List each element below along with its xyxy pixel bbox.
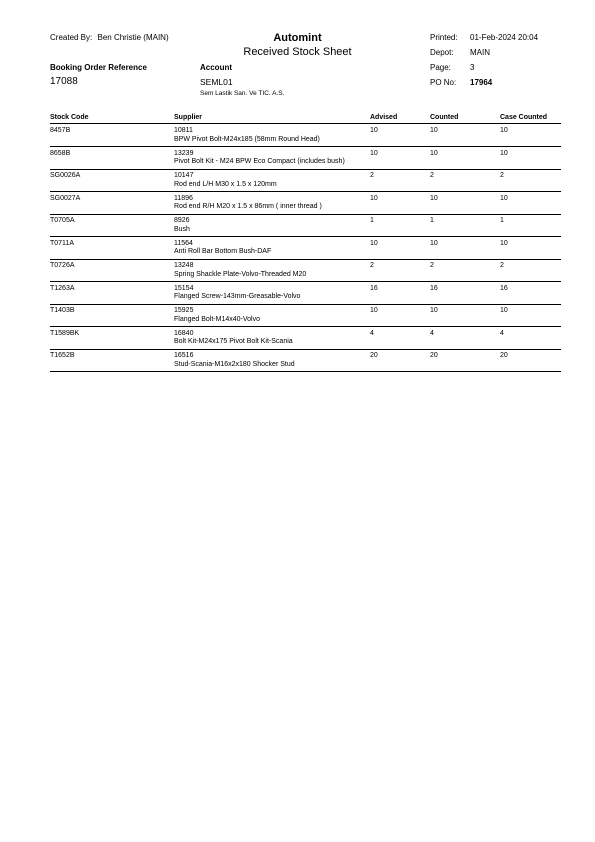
item-description-cell: Stud-Scania-M16x2x180 Shocker Stud <box>174 360 295 368</box>
supplier-code-cell: 13248 <box>174 262 194 269</box>
col-header-advised: Advised <box>370 114 398 121</box>
counted-cell: 10 <box>430 307 438 314</box>
stock-code-cell: T1652B <box>50 352 75 359</box>
supplier-code-cell: 16516 <box>174 352 194 359</box>
counted-cell: 1 <box>430 217 434 224</box>
printed-label: Printed: <box>430 33 458 42</box>
booking-ref-label: Booking Order Reference <box>50 63 147 72</box>
case-counted-cell: 10 <box>500 194 508 202</box>
depot-label: Depot: <box>430 48 454 57</box>
item-description-cell: Spring Shackle Plate-Volvo-Threaded M20 <box>174 270 307 278</box>
supplier-code-cell: 11564 <box>174 239 193 247</box>
row-rule <box>50 236 561 237</box>
stock-code-cell: T0705A <box>50 217 75 224</box>
account-code: SEML01 <box>200 77 233 87</box>
printed-value: 01-Feb-2024 20:04 <box>470 33 539 42</box>
case-counted-cell: 16 <box>500 284 508 292</box>
po-label: PO No: <box>430 78 457 87</box>
advised-cell: 2 <box>370 262 374 269</box>
stock-code-cell: T1589BK <box>50 329 80 337</box>
counted-cell: 2 <box>430 262 434 269</box>
row-rule <box>50 304 561 305</box>
case-counted-cell: 10 <box>500 239 508 247</box>
advised-cell: 20 <box>370 352 378 359</box>
row-rule <box>50 146 561 147</box>
case-counted-cell: 1 <box>500 217 504 224</box>
row-rule <box>50 191 561 192</box>
stock-code-cell: T1263A <box>50 284 75 292</box>
col-header-counted: Counted <box>430 114 459 121</box>
item-description-cell: Flanged Screw-143mm-Greasable-Volvo <box>174 293 301 300</box>
item-description-cell: Flanged Bolt-M14x40-Volvo <box>174 315 260 323</box>
advised-cell: 10 <box>370 194 378 202</box>
row-rule <box>50 169 561 170</box>
counted-cell: 10 <box>430 149 438 157</box>
stock-code-cell: T0711A <box>50 239 74 247</box>
supplier-code-cell: 8926 <box>174 217 190 224</box>
advised-cell: 10 <box>370 149 378 157</box>
row-rule <box>50 281 561 282</box>
stock-code-cell: 8457B <box>50 127 71 134</box>
case-counted-cell: 10 <box>500 149 508 157</box>
page-number: 3 <box>470 63 475 72</box>
stock-code-cell: T0726A <box>50 262 75 269</box>
supplier-code-cell: 10811 <box>174 127 193 134</box>
col-header-case-counted: Case Counted <box>500 114 548 121</box>
advised-cell: 2 <box>370 172 374 179</box>
row-rule <box>50 259 561 260</box>
created-by-label: Created By: <box>50 33 93 42</box>
case-counted-cell: 10 <box>500 127 508 134</box>
counted-cell: 4 <box>430 329 434 337</box>
supplier-code-cell: 16840 <box>174 329 194 337</box>
counted-cell: 20 <box>430 352 438 359</box>
booking-ref-value: 17088 <box>50 76 78 87</box>
advised-cell: 10 <box>370 307 378 314</box>
advised-cell: 1 <box>370 217 374 224</box>
row-rule <box>50 326 561 327</box>
case-counted-cell: 10 <box>500 307 508 314</box>
item-description-cell: Pivot Bolt Kit - M24 BPW Eco Compact (includes bush) <box>174 158 345 165</box>
supplier-code-cell: 13239 <box>174 149 194 157</box>
supplier-code-cell: 10147 <box>174 172 194 179</box>
counted-cell: 2 <box>430 172 434 179</box>
counted-cell: 16 <box>430 284 438 292</box>
stock-code-cell: 8658B <box>50 149 71 157</box>
stock-code-cell: SG0026A <box>50 172 81 179</box>
page-label: Page: <box>430 63 451 72</box>
po-number: 17964 <box>470 78 493 87</box>
advised-cell: 10 <box>370 239 378 247</box>
account-name: Sem Lastik San. Ve TIC. A.S. <box>200 90 285 97</box>
counted-cell: 10 <box>430 194 438 202</box>
advised-cell: 10 <box>370 127 378 134</box>
counted-cell: 10 <box>430 127 438 134</box>
account-label: Account <box>200 63 232 72</box>
item-description-cell: BPW Pivot Bolt-M24x185 (58mm Round Head) <box>174 135 320 143</box>
item-description-cell: Bush <box>174 225 190 233</box>
case-counted-cell: 2 <box>500 172 504 179</box>
row-rule <box>50 349 561 350</box>
counted-cell: 10 <box>430 239 438 247</box>
case-counted-cell: 20 <box>500 352 508 359</box>
col-header-supplier: Supplier <box>174 114 203 121</box>
item-description-cell: Rod end L/H M30 x 1.5 x 120mm <box>174 180 277 188</box>
company-name: Automint <box>273 32 322 44</box>
row-rule <box>50 214 561 215</box>
case-counted-cell: 2 <box>500 262 504 269</box>
report-title: Received Stock Sheet <box>243 46 352 58</box>
stock-code-cell: SG0027A <box>50 194 81 202</box>
case-counted-cell: 4 <box>500 329 504 337</box>
created-by-value: Ben Christie (MAIN) <box>97 33 169 42</box>
item-description-cell: Bolt Kit-M24x175 Pivot Bolt Kit-Scania <box>174 338 293 345</box>
supplier-code-cell: 15925 <box>174 307 194 314</box>
advised-cell: 16 <box>370 284 378 292</box>
item-description-cell: Rod end R/H M20 x 1.5 x 86mm ( inner thread ) <box>174 203 322 210</box>
col-header-stock-code: Stock Code <box>50 114 89 121</box>
depot-value: MAIN <box>470 48 490 57</box>
item-description-cell: Anti Roll Bar Bottom Bush-DAF <box>174 248 272 255</box>
supplier-code-cell: 15154 <box>174 284 194 292</box>
advised-cell: 4 <box>370 329 374 337</box>
row-rule <box>50 371 561 372</box>
header-rule <box>50 123 561 124</box>
supplier-code-cell: 11896 <box>174 194 193 202</box>
stock-code-cell: T1403B <box>50 307 75 314</box>
